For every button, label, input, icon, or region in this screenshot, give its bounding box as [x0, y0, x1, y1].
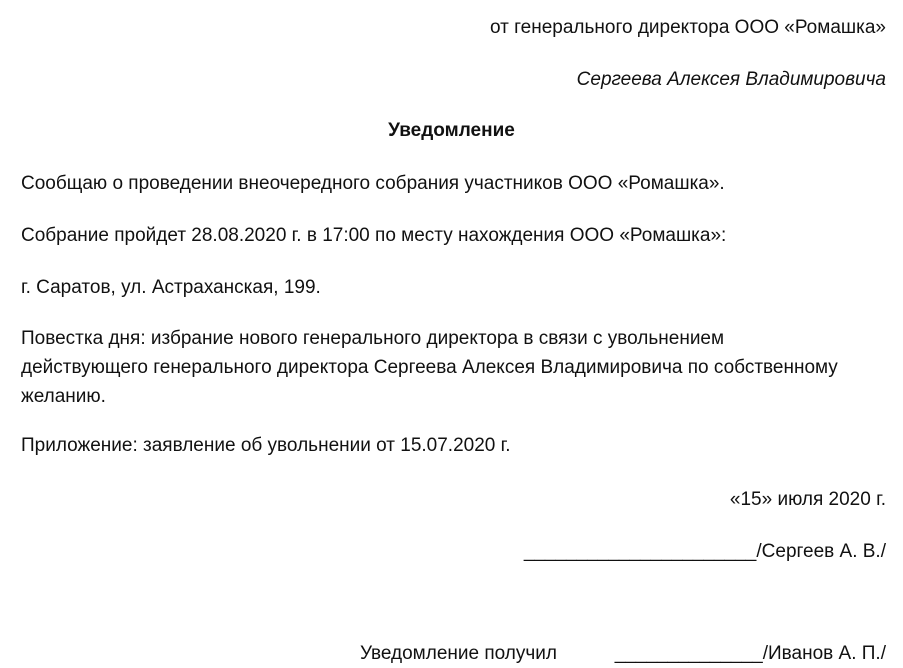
paragraph-address: г. Саратов, ул. Астраханская, 199. [21, 277, 321, 298]
document-title: Уведомление [388, 120, 515, 141]
paragraph-attachment: Приложение: заявление об увольнении от 15.07.2020 г. [21, 435, 511, 456]
document-date: «15» июля 2020 г. [729, 489, 886, 510]
from-line: от генерального директора ООО «Ромашка» [490, 17, 886, 38]
signature-line: ______________________/Сергеев А. В./ [523, 541, 886, 562]
received-label: Уведомление получил [360, 643, 557, 664]
paragraph-meeting-notice: Сообщаю о проведении внеочередного собрания участников ООО «Ромашка». [21, 173, 725, 194]
paragraph-agenda: Повестка дня: избрание нового генерального директора в связи с увольнением действующего генерального директора Сергеева Алексея Владимировича по собственному желанию. [21, 328, 838, 407]
received-signature: ______________/Иванов А. П./ [614, 643, 886, 664]
author-name: Сергеева Алексея Владимировича [576, 69, 886, 90]
paragraph-meeting-date: Собрание пройдет 28.08.2020 г. в 17:00 по месту нахождения ООО «Ромашка»: [21, 225, 727, 246]
